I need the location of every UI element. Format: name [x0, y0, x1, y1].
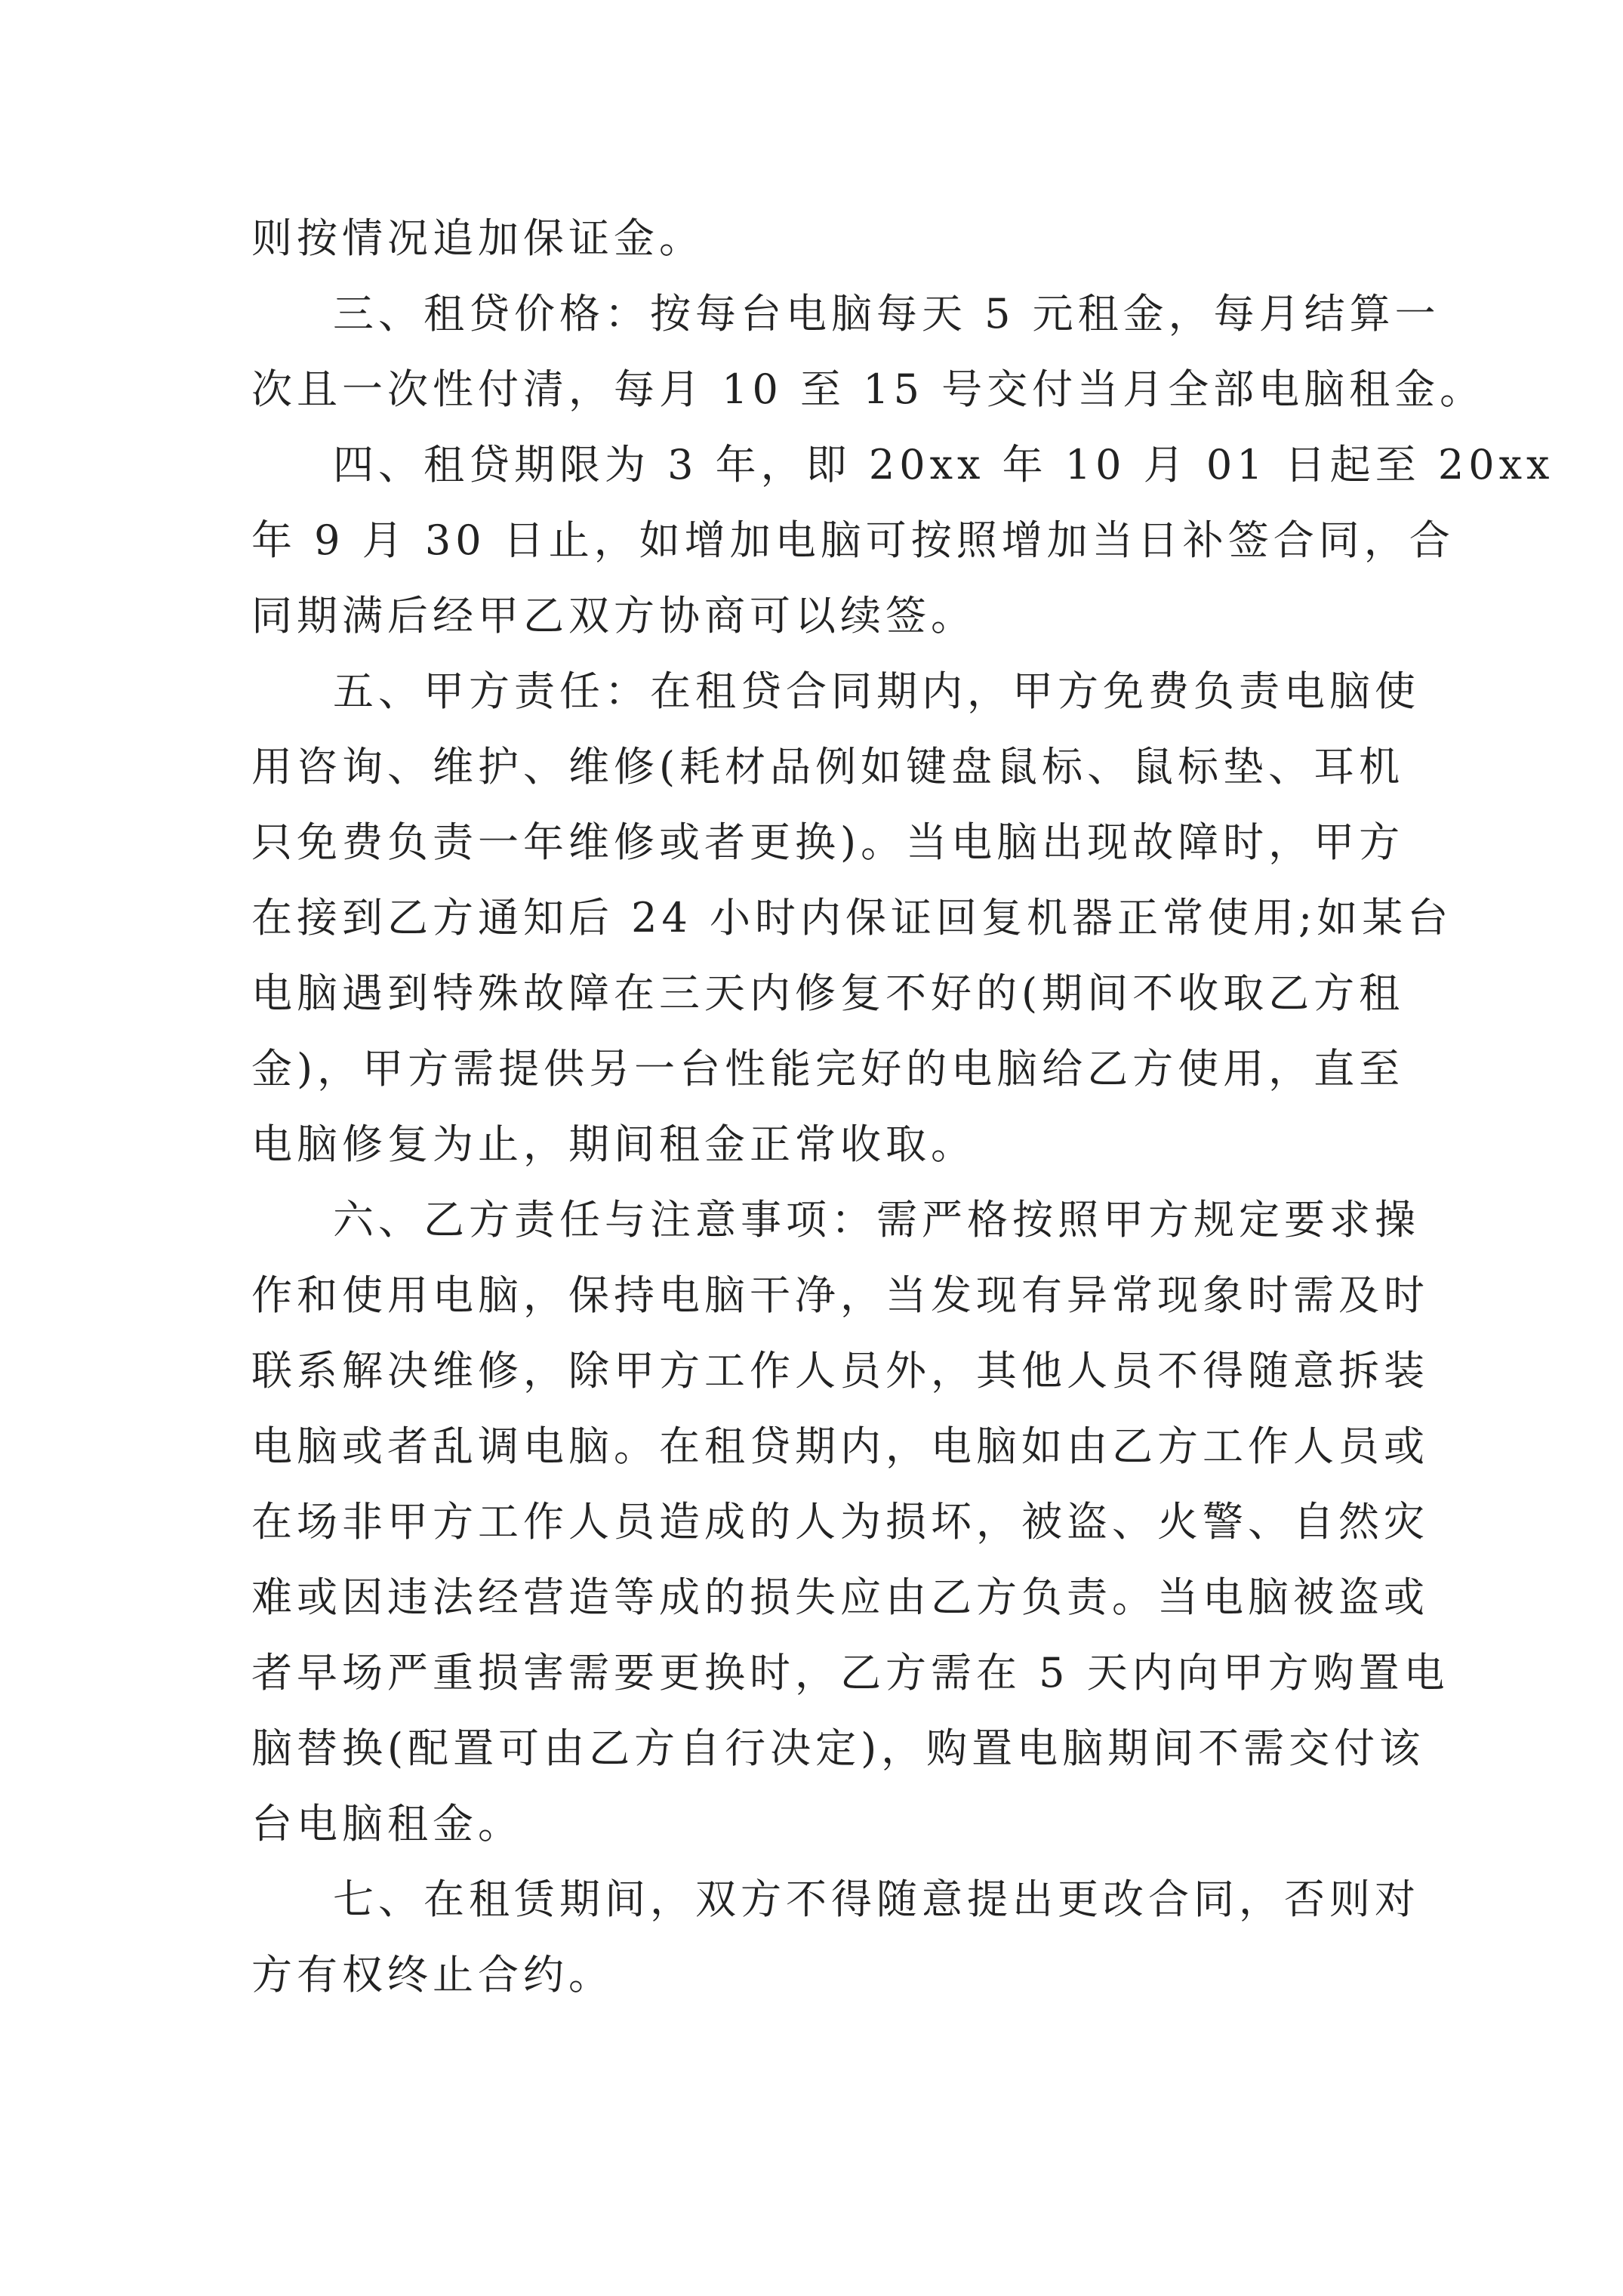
text-line: 次且一次性付清，每月 10 至 15 号交付当月全部电脑租金。 [251, 365, 1486, 413]
text-line: 者早场严重损害需要更换时，乙方需在 5 天内向甲方购置电 [251, 1649, 1449, 1697]
text-line: 年 9 月 30 日止，如增加电脑可按照增加当日补签合同，合 [251, 516, 1455, 564]
text-line: 用咨询、维护、维修(耗材品例如键盘鼠标、鼠标垫、耳机 [251, 743, 1405, 791]
paragraph-rental-term [251, 427, 1554, 654]
text-line: 六、乙方责任与注意事项：需严格按照甲方规定要求操 [333, 1196, 1420, 1244]
text-line: 则按情况追加保证金。 [251, 214, 704, 262]
document-body [251, 201, 1554, 2013]
text-line: 台电脑租金。 [251, 1800, 523, 1848]
text-line: 同期满后经甲乙双方协商可以续签。 [251, 592, 976, 639]
text-line: 电脑修复为止，期间租金正常收取。 [251, 1120, 976, 1168]
text-line: 七、在租赁期间，双方不得随意提出更改合同，否则对 [333, 1875, 1420, 1923]
text-line: 方有权终止合约。 [251, 1951, 614, 1999]
text-line: 难或因违法经营造等成的损失应由乙方负责。当电脑被盗或 [251, 1573, 1429, 1621]
text-line: 联系解决维修，除甲方工作人员外，其他人员不得随意拆装 [251, 1347, 1429, 1395]
text-line: 只免费负责一年维修或者更换)。当电脑出现故障时，甲方 [251, 818, 1405, 866]
text-line: 五、甲方责任：在租贷合同期内，甲方免费负责电脑使 [333, 667, 1420, 715]
text-line: 电脑或者乱调电脑。在租贷期内，电脑如由乙方工作人员或 [251, 1422, 1429, 1470]
paragraph-rental-price [251, 276, 1486, 427]
paragraph-continuation [251, 201, 1399, 276]
text-line: 三、租贷价格：按每台电脑每天 5 元租金，每月结算一 [333, 290, 1440, 337]
text-line: 在接到乙方通知后 24 小时内保证回复机器正常使用;如某台 [251, 894, 1453, 942]
paragraph-contract-changes [251, 1862, 1420, 2013]
text-line: 金)，甲方需提供另一台性能完好的电脑给乙方使用，直至 [251, 1045, 1405, 1093]
text-line: 在场非甲方工作人员造成的人为损坏，被盗、火警、自然灾 [251, 1498, 1429, 1546]
text-line: 作和使用电脑，保持电脑干净，当发现有异常现象时需及时 [251, 1271, 1429, 1319]
text-line: 四、租贷期限为 3 年，即 20xx 年 10 月 01 日起至 20xx [333, 441, 1554, 488]
text-line: 电脑遇到特殊故障在三天内修复不好的(期间不收取乙方租 [251, 969, 1405, 1017]
paragraph-party-a-responsibility [251, 654, 1453, 1182]
paragraph-party-b-responsibility [251, 1182, 1449, 1862]
text-line: 脑替换(配置可由乙方自行决定)，购置电脑期间不需交付该 [251, 1724, 1425, 1772]
